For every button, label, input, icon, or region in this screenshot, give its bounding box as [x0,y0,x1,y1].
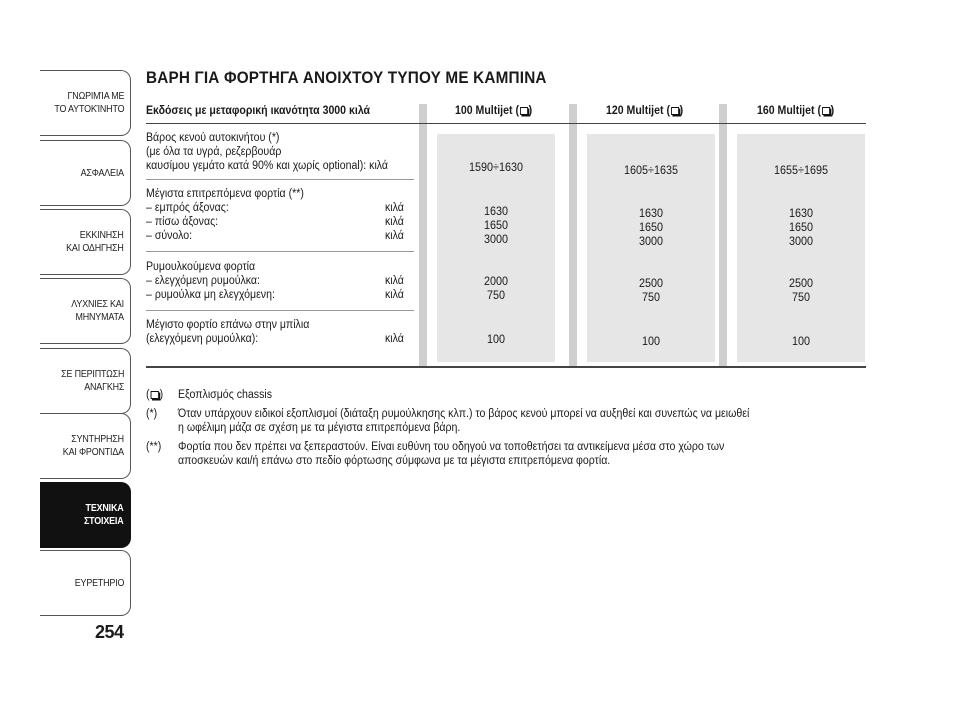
row-separator [146,179,414,180]
chassis-square-icon [822,107,830,115]
tab-label: ΕΥΡΕΤΗΡΙΟ [74,576,124,589]
row-unit-max-loads: κιλά κιλά κιλά [385,202,404,242]
row-separator [146,310,414,311]
footnote-text: Εξοπλισμός chassis [178,389,273,401]
row-separator [146,251,414,252]
value-100-towable-loads: 2000 750 [483,274,509,302]
value-160-max-loads: 1630 1650 3000 [788,206,814,248]
footnotes [146,388,846,473]
column-header-120: 120 Multijet ( ) [606,103,684,117]
table-bottom-rule [146,366,866,368]
column-divider [719,104,727,366]
tab-label: ΛΥΧΝΙΕΣ ΚΑΙ ΜΗΝΥΜΑΤΑ [71,298,124,323]
tab-lights-messages[interactable] [40,278,131,344]
tab-maintenance[interactable] [40,413,131,479]
row-label-empty-weight: Βάρος κενού αυτοκινήτου (*) (με όλα τα υγρά, ρεζερβουάρ καυσίμου γεμάτο κατά 90% και χωρίς optional): κιλά [146,132,389,172]
chassis-square-icon [671,107,679,115]
row-unit-towable-loads: κιλά κιλά [385,275,404,301]
footnote-marker: ( ) [146,389,164,401]
page-title: ΒΑΡΗ ΓΙΑ ΦΟΡΤΗΓΑ ΑΝΟΙΧΤΟΥ ΤΥΠΟΥ ΜΕ ΚΑΜΠΙΝΑ [146,68,547,87]
row-label-towable-loads: Ρυμουλκούμενα φορτία – ελεγχόμενη ρυμούλκα: – ρυμούλκα μη ελεγχόμενη: [146,261,275,301]
tab-technical-data[interactable] [40,482,131,548]
chassis-square-icon [150,391,158,399]
tab-label: ΣΥΝΤΗΡΗΣΗ ΚΑΙ ΦΡΟΝΤΙΔΑ [62,433,124,458]
column-header-100: 100 Multijet ( ) [455,103,533,117]
tab-getting-to-know[interactable] [40,70,131,136]
value-120-empty-weight: 1605÷1635 [624,163,678,177]
tab-index[interactable] [40,550,131,616]
value-120-ball-load: 100 [641,334,661,348]
footnote-empty-weight [146,407,846,436]
value-100-empty-weight: 1590÷1630 [469,160,523,174]
value-100-ball-load: 100 [486,332,506,346]
row-label-max-loads: Μέγιστα επιτρεπόμενα φορτία (**) – εμπρός άξονας: – πίσω άξονας: – σύνολο: [146,188,304,242]
footnote-text: Φορτία που δεν πρέπει να ξεπεραστούν. Είναι ευθύνη του οδηγού να τοποθετήσει τα αντικείμενα μέσα στο χώρο των αποσκευών και/ή επάνω στο πεδίο φόρτωσης σύμφωνα με τα μέγιστα επιτρεπόμενα φορτία. [178,440,725,467]
tab-label: ΑΣΦΑΛΕΙΑ [80,166,124,179]
value-160-ball-load: 100 [791,334,811,348]
value-120-towable-loads: 2500 750 [638,276,664,304]
footnote-text: Όταν υπάρχουν ειδικοί εξοπλισμοί (διάταξη ρυμούλκησης κλπ.) το βάρος κενού μπορεί να αυξηθεί και συνεπώς να μειωθεί η ωφέλιμη μάζα σε σχέση με τα μέγιστα επιτρεπόμενα βάρη. [178,407,750,434]
chassis-square-icon [520,107,528,115]
tab-label: ΓΝΩΡΙΜΊΑ ΜΕ ΤΟ ΑΥΤΟΚΊΝΗΤΟ [54,90,124,115]
value-160-empty-weight: 1655÷1695 [774,163,828,177]
row-label-ball-load: Μέγιστο φορτίο επάνω στην μπίλια (ελεγχόμενη ρυμούλκα): [146,319,310,345]
tab-emergency[interactable] [40,348,131,414]
header-rule [146,123,866,124]
tab-label: ΤΕΧΝΙΚΑ ΣΤΟΙΧΕΙΑ [84,502,124,527]
value-120-max-loads: 1630 1650 3000 [638,206,664,248]
page-number: 254 [95,622,124,642]
footnote-max-loads [146,440,846,469]
row-unit-ball-load: κιλά [385,333,404,345]
footnote-marker: (**) [146,440,162,453]
value-100-max-loads: 1630 1650 3000 [483,204,509,246]
value-160-towable-loads: 2500 750 [788,276,814,304]
column-header-160: 160 Multijet ( ) [757,103,835,117]
tab-starting-driving[interactable] [40,209,131,275]
tab-label: ΣΕ ΠΕΡΙΠΤΩΣΗ ΑΝΑΓΚΗΣ [60,368,124,393]
column-divider [569,104,577,366]
footnote-marker: (*) [146,407,158,420]
tab-safety[interactable] [40,140,131,206]
footnote-chassis [146,388,846,403]
table-header-label: Εκδόσεις με μεταφορική ικανότητα 3000 κιλά [146,103,371,117]
tab-label: ΕΚΚΙΝΗΣΗ ΚΑΙ ΟΔΗΓΗΣΗ [66,229,124,254]
column-divider [419,104,427,366]
